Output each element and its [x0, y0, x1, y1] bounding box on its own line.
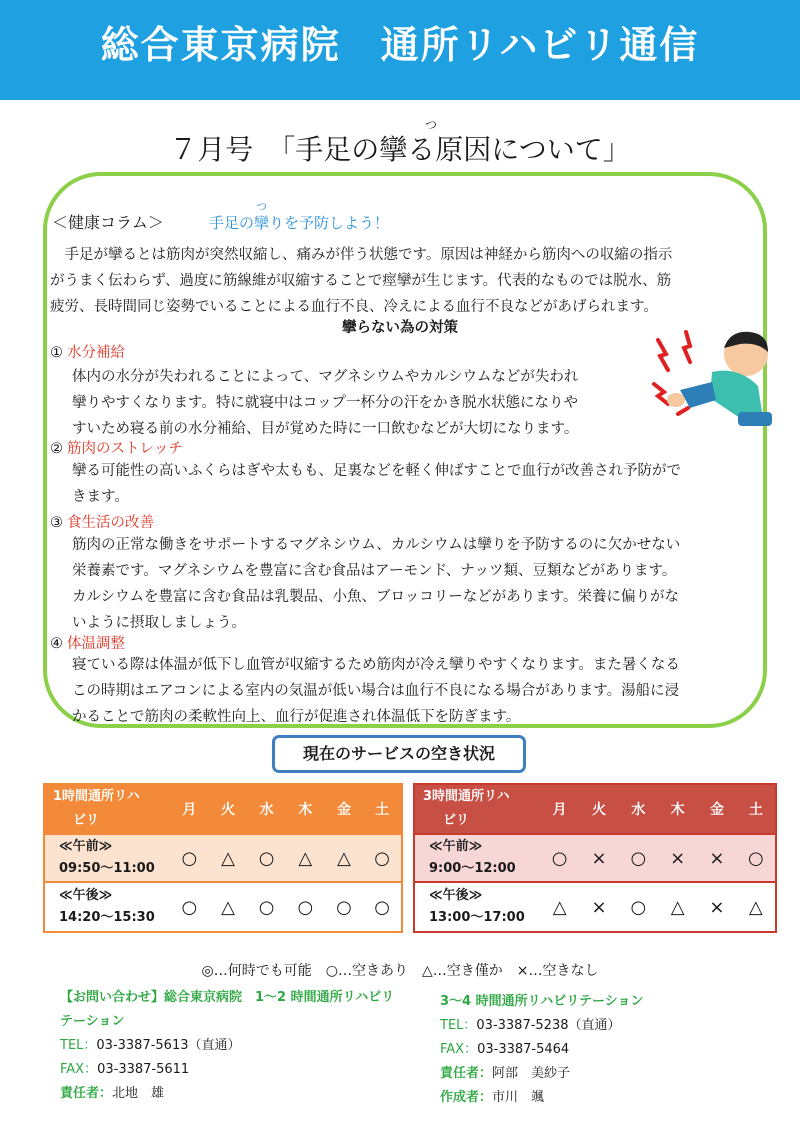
availability-mark: ×	[579, 834, 618, 882]
slot-label: ≪午後≫	[429, 888, 483, 903]
day-header: 木	[298, 802, 313, 818]
measure-3-title	[50, 511, 154, 532]
day-header: 木	[670, 802, 685, 818]
day-header: 火	[220, 802, 235, 818]
contact-right	[440, 990, 780, 1110]
measure-line: カルシウムを豊富に含む食品は乳製品、小魚、ブロッコリーなどがあります。栄養に偏りがな	[72, 589, 680, 605]
one-hour-schedule-table	[43, 783, 403, 933]
day-header: 水	[631, 802, 646, 818]
measure-line: いように摂取しましょう。	[72, 615, 246, 631]
program-title	[414, 784, 540, 834]
availability-mark: ○	[170, 834, 209, 882]
tel-number: 03-3387-5238（直通）	[476, 1018, 621, 1033]
availability-mark: ○	[363, 882, 402, 932]
measures-heading: 攣らない為の対策	[342, 320, 458, 336]
leg-cramp-illustration	[650, 328, 778, 430]
availability-mark: ○	[619, 834, 658, 882]
leg-icon	[680, 382, 716, 408]
measure-line: きます。	[72, 489, 129, 505]
table-row	[44, 882, 402, 932]
program-title-line: 3時間通所リハ	[423, 789, 510, 804]
measure-2-body	[72, 458, 762, 510]
author-name: 市川 颯	[492, 1090, 545, 1105]
measure-line: 栄養素です。マグネシウムを豊富に含む食品はアーモンド、ナッツ類、豆類などがあります。	[72, 563, 677, 579]
time-slot	[44, 882, 170, 932]
measure-number: ①	[50, 345, 63, 361]
measure-line: 筋肉の正常な働きをサポートするマグネシウム、カルシウムは攣りを予防するのに欠かせない	[72, 537, 681, 553]
program-title	[44, 784, 170, 834]
measure-1-title	[50, 341, 125, 362]
service-availability-label: 現在のサービスの空き状況	[272, 735, 526, 773]
measure-line: 攣りやすくなります。特に就寝中はコップ一杯分の汗をかき脱水状態になりや	[72, 395, 579, 411]
header-banner	[0, 0, 800, 100]
measure-line: 寝ている際は体温が低下し血管が収縮するため筋肉が冷え攣りやすくなります。また暑くなる	[72, 657, 680, 673]
availability-mark: △	[209, 882, 248, 932]
subtitle-ruby: つ	[256, 200, 267, 213]
availability-mark: △	[540, 882, 579, 932]
table-row	[44, 834, 402, 882]
slot-time: 9:00～12:00	[429, 861, 516, 876]
day-header: 土	[748, 802, 763, 818]
fax-label: FAX：	[440, 1042, 478, 1057]
availability-mark: ○	[363, 834, 402, 882]
measure-label: 水分補給	[67, 345, 125, 361]
day-header: 月	[182, 802, 197, 818]
availability-mark: △	[658, 882, 697, 932]
measure-line: この時期はエアコンによる室内の気温が低い場合は血行不良になる場合があります。湯船に浸	[72, 683, 680, 699]
table-row	[414, 834, 776, 882]
availability-mark: ○	[619, 882, 658, 932]
day-header: 火	[591, 802, 606, 818]
measure-line: 体内の水分が失われることによって、マグネシウムやカルシウムなどが失われ	[72, 369, 579, 385]
responsible-label: 責任者：	[440, 1066, 493, 1081]
slot-time: 09:50～11:00	[59, 861, 155, 876]
day-header: 月	[552, 802, 567, 818]
day-header: 金	[336, 802, 351, 818]
slot-time: 14:20～15:30	[59, 910, 155, 925]
responsible-name: 阿部 美紗子	[492, 1066, 571, 1081]
measure-number: ②	[50, 441, 63, 457]
fax-number: 03-3387-5611	[97, 1062, 190, 1077]
measure-label: 食生活の改善	[67, 515, 154, 531]
availability-legend: ◎…何時でも可能 ○…空きあり △…空き僅か ×…空きなし	[201, 963, 599, 979]
availability-mark: △	[209, 834, 248, 882]
slot-label: ≪午前≫	[429, 839, 483, 854]
availability-mark: ×	[658, 834, 697, 882]
measure-line: 攣る可能性の高いふくらはぎや太もも、足裏などを軽く伸ばすことで血行が改善され予防がで	[72, 463, 681, 479]
availability-mark: ○	[737, 834, 776, 882]
program-title-line: ビリ	[443, 813, 470, 828]
contact-title: 【お問い合わせ】総合東京病院 1～2 時間通所リハビリ	[60, 990, 395, 1005]
day-header: 水	[259, 802, 274, 818]
availability-mark: ×	[697, 882, 736, 932]
intro-line: がうまく伝わらず、過度に筋線維が収縮することで痙攣が生じます。代表的なものでは脱水、筋	[50, 273, 672, 289]
availability-mark: ○	[286, 882, 325, 932]
availability-mark: ×	[697, 834, 736, 882]
measure-2-title	[50, 437, 183, 458]
responsible-name: 北地 雄	[112, 1086, 165, 1101]
table-header-row	[414, 784, 776, 834]
contact-title: テーション	[60, 1014, 125, 1029]
issue-title: ７月号 「手足の攣る原因について」	[169, 133, 631, 166]
fax-number: 03-3387-5464	[477, 1042, 570, 1057]
measure-line: すいため寝る前の水分補給、目が覚めた時に一口飲むなどが大切になります。	[72, 421, 579, 437]
availability-mark: ○	[170, 882, 209, 932]
time-slot	[414, 834, 540, 882]
day-header: 金	[709, 802, 724, 818]
three-hour-schedule-table	[413, 783, 777, 933]
availability-mark: ○	[540, 834, 579, 882]
availability-mark: △	[325, 834, 364, 882]
table-row	[414, 882, 776, 932]
tel-label: TEL：	[440, 1018, 477, 1033]
column-subtitle: 手足の攣りを予防しよう！	[209, 214, 390, 232]
slot-time: 13:00～17:00	[429, 910, 525, 925]
availability-mark: ○	[325, 882, 364, 932]
measure-number: ③	[50, 515, 63, 531]
time-slot	[44, 834, 170, 882]
author-label: 作成者：	[440, 1090, 493, 1105]
measure-label: 筋肉のストレッチ	[67, 441, 183, 457]
measure-4-body	[72, 652, 762, 730]
tel-number: 03-3387-5613（直通）	[96, 1038, 241, 1053]
availability-mark: ○	[247, 834, 286, 882]
newsletter-title: 総合東京病院 通所リハビリ通信	[100, 23, 700, 67]
intro-line: 疲労、長時間同じ姿勢でいることによる血行不良、冷えによる血行不良などがあげられます。	[50, 299, 658, 315]
column-intro	[50, 242, 765, 320]
day-header: 土	[375, 802, 390, 818]
fax-label: FAX：	[60, 1062, 98, 1077]
measure-1-body	[72, 364, 652, 442]
tel-label: TEL：	[60, 1038, 97, 1053]
measure-label: 体温調整	[67, 636, 125, 652]
table-header-row	[44, 784, 402, 834]
intro-line: 手足が攣るとは筋肉が突然収縮し、痛みが伴う状態です。原因は神経から筋肉への収縮の指示	[50, 247, 673, 263]
availability-mark: ×	[579, 882, 618, 932]
measure-4-title	[50, 632, 125, 653]
measure-number: ④	[50, 636, 63, 652]
measure-line: かることで筋肉の柔軟性向上、血行が促進され体温低下を防ぎます。	[72, 709, 521, 725]
shirt-icon	[710, 371, 762, 418]
shorts-icon	[738, 412, 772, 426]
slot-label: ≪午前≫	[59, 839, 113, 854]
foot-icon	[667, 393, 685, 407]
program-title-line: ビリ	[73, 813, 100, 828]
time-slot	[414, 882, 540, 932]
column-heading: ＜健康コラム＞	[52, 213, 164, 232]
title-ruby: つ	[425, 118, 438, 132]
responsible-label: 責任者：	[60, 1086, 113, 1101]
slot-label: ≪午後≫	[59, 888, 113, 903]
availability-mark: △	[737, 882, 776, 932]
contact-left	[60, 986, 420, 1106]
contact-title: 3～4 時間通所リハビリテーション	[440, 994, 644, 1009]
program-title-line: 1時間通所リハ	[53, 789, 140, 804]
availability-mark: △	[286, 834, 325, 882]
availability-mark: ○	[247, 882, 286, 932]
measure-3-body	[72, 532, 762, 636]
